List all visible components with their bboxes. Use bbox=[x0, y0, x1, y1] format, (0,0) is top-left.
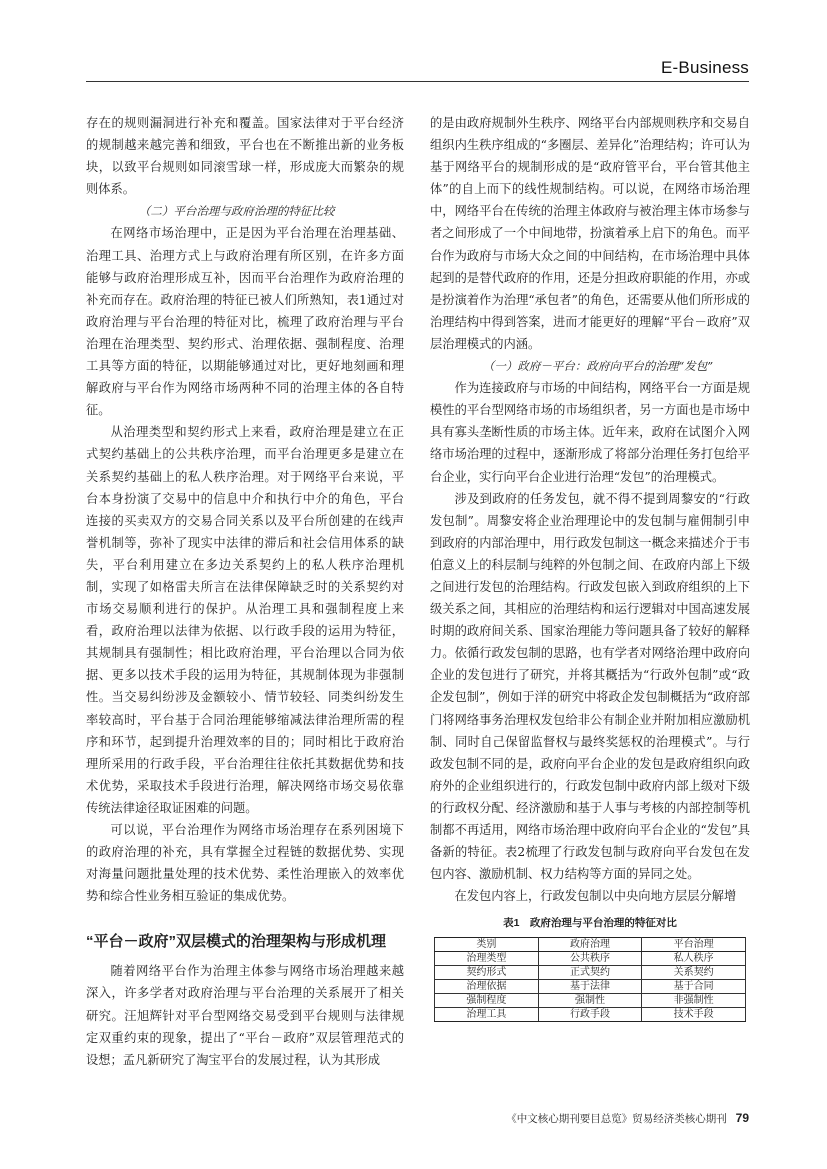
comparison-table bbox=[434, 937, 746, 1022]
journal-header-title: E-Business bbox=[661, 58, 749, 77]
paragraph: 从治理类型和契约形式上来看，政府治理是建立在正式契约基础上的公共秩序治理，而平台治理更多是建立在关系契约基础上的私人秩序治理。对于网络平台来说，平台本身扮演了交易中的信息中介和执行中介的角色，平台连接的买卖双方的交易合同关系以及平台所创建的在线声誉机制等，弥补了现实中法律的滞后和社会信用体系的缺失，平台利用建立在多边关系契约上的私人秩序治理机制，实现了如格雷夫所言在法律保障缺乏时的关系契约对市场交易顺利进行的保护。从治理工具和强制程度上来看，政府治理以法律为依据、以行政手段的运用为特征，其规制具有强制性；相比政府治理，平台治理以合同为依据、更多以技术手段的运用为特征，其规制体现为非强制性。当交易纠纷涉及金额较小、情节较轻、同类纠纷发生率较高时，平台基于合同治理能够缩减法律治理所需的程序和环节，起到提升治理效率的目的；同时相比于政府治理所采用的行政手段，平台治理往往依托其数据优势和技术优势，采取技术手段进行治理，解决网络市场交易依靠传统法律途径取证困难的问题。 bbox=[86, 425, 404, 815]
table-caption: 表1 政府治理与平台治理的特征对比 bbox=[503, 917, 677, 930]
table-cell: 行政手段 bbox=[538, 1008, 642, 1022]
table-cell: 公共秩序 bbox=[538, 952, 642, 966]
header-divider bbox=[86, 81, 749, 82]
table-cell: 正式契约 bbox=[538, 966, 642, 980]
paragraph: 存在的规则漏洞进行补充和覆盖。国家法律对于平台经济的规制越来越完善和细致，平台也在不断推出新的业务板块，以致平台规则如同滚雪球一样，形成庞大而繁杂的规则体系。 bbox=[86, 116, 404, 197]
table-cell: 关系契约 bbox=[642, 966, 746, 980]
page-number: 79 bbox=[735, 1111, 749, 1125]
page-footer bbox=[506, 1111, 749, 1126]
table-row bbox=[435, 994, 746, 1008]
subsection-heading: （一）政府－平台：政府向平台的治理“发包” bbox=[482, 359, 714, 374]
paragraph: 作为连接政府与市场的中间结构，网络平台一方面是规模性的平台型网络市场的市场组织者，另一方面也是市场中具有寡头垄断性质的市场主体。近年来，政府在试图介入网络市场治理的过程中，逐渐形成了将部分治理任务打包给平台企业，实行向平台企业进行治理“发包”的治理模式。 bbox=[430, 381, 750, 484]
table-cell: 非强制性 bbox=[642, 994, 746, 1008]
section-heading: “平台－政府”双层模式的治理架构与形成机理 bbox=[86, 933, 387, 951]
table-cell: 强制程度 bbox=[435, 994, 539, 1008]
table-cell: 技术手段 bbox=[642, 1008, 746, 1022]
paragraph: 涉及到政府的任务发包，就不得不提到周黎安的“行政发包制”。周黎安将企业治理理论中的发包制与雇佣制引申到政府的内部治理中，用行政发包制这一概念来描述介于韦伯意义上的科层制与纯粹的外包制之间、在政府内部上下级之间进行发包的治理结构。行政发包嵌入到政府组织的上下级关系之间，其相应的治理结构和运行逻辑对中国高速发展时期的政府间关系、国家治理能力等问题具备了较好的解释力。依循行政发包制的思路，也有学者对网络治理中政府向企业的发包进行了研究，并将其概括为“行政外包制”或“政企发包制”，例如于洋的研究中将政企发包制概括为“政府部门将网络事务治理权发包给非公有制企业并附加相应激励机制、同时自己保留监督权与最终奖惩权的治理模式”。与行政发包制不同的是，政府向平台企业的发包是政府组织向政府外的企业组织进行的，行政发包制中政府内部上级对下级的行政权分配、经济激励和基于人事与考核的内部控制等机制都不再适用，网络市场治理中政府向平台企业的“发包”具备新的特征。表2梳理了行政发包制与政府向平台发包在发包内容、激励机制、权力结构等方面的异同之处。 bbox=[430, 491, 750, 882]
table-header-row bbox=[435, 938, 746, 952]
subsection-heading: （二）平台治理与政府治理的特征比较 bbox=[138, 204, 335, 219]
table-header-cell: 类别 bbox=[435, 938, 539, 952]
table-cell: 治理依据 bbox=[435, 980, 539, 994]
paragraph: 可以说，平台治理作为网络市场治理存在系列困境下的政府治理的补充，具有掌握全过程链的数据优势、实现对海量问题批量处理的技术优势、柔性治理嵌入的效率优势和综合性业务相互验证的集成优势。 bbox=[86, 823, 404, 904]
left-column bbox=[86, 112, 404, 1071]
right-column bbox=[430, 112, 750, 1022]
table-row bbox=[435, 980, 746, 994]
table-cell: 私人秩序 bbox=[642, 952, 746, 966]
paragraph: 在网络市场治理中，正是因为平台治理在治理基础、治理工具、治理方式上与政府治理有所区别，在许多方面能够与政府治理形成互补，因而平台治理作为政府治理的补充而存在。政府治理的特征已被人们所熟知，表1通过对政府治理与平台治理的特征对比，梳理了政府治理与平台治理在治理类型、契约形式、治理依据、强制程度、治理工具等方面的特征，以期能够通过对比，更好地刻画和理解政府与平台作为网络市场两种不同的治理主体的各自特征。 bbox=[86, 226, 404, 418]
table-row bbox=[435, 966, 746, 980]
table-cell: 强制性 bbox=[538, 994, 642, 1008]
table-cell: 治理工具 bbox=[435, 1008, 539, 1022]
table-cell: 治理类型 bbox=[435, 952, 539, 966]
paragraph: 在发包内容上，行政发包制以中央向地方层层分解增 bbox=[454, 889, 737, 904]
table-cell: 基于法律 bbox=[538, 980, 642, 994]
paragraph: 随着网络平台作为治理主体参与网络市场治理越来越深入，许多学者对政府治理与平台治理的关系展开了相关研究。汪旭辉针对平台型网络交易受到平台规则与法律规定双重约束的现象，提出了“平台－政府”双层管理范式的设想；孟凡新研究了淘宝平台的发展过程，认为其形成 bbox=[86, 964, 404, 1067]
table-cell: 基于合同 bbox=[642, 980, 746, 994]
table-row bbox=[435, 952, 746, 966]
table-header-cell: 平台治理 bbox=[642, 938, 746, 952]
table-header-cell: 政府治理 bbox=[538, 938, 642, 952]
table-cell: 契约形式 bbox=[435, 966, 539, 980]
footer-journal-text: 《中文核心期刊要目总览》贸易经济类核心期刊 bbox=[506, 1113, 727, 1125]
paragraph: 的是由政府规制外生秩序、网络平台内部规则秩序和交易自组织内生秩序组成的“多圈层、差异化”治理结构；许可认为基于网络平台的规制形成的是“政府管平台，平台管其他主体”的自上而下的线性规制结构。可以说，在网络市场治理中，网络平台在传统的治理主体政府与被治理主体市场参与者之间形成了一个中间地带，扮演着承上启下的角色。而平台作为政府与市场大众之间的中间结构，在市场治理中具体起到的是替代政府的作用，还是分担政府职能的作用，亦或是扮演着作为治理“承包者”的角色，还需要从他们所形成的治理结构中得到答案，进而才能更好的理解“平台－政府”双层治理模式的内涵。 bbox=[430, 116, 750, 351]
table-row bbox=[435, 1008, 746, 1022]
